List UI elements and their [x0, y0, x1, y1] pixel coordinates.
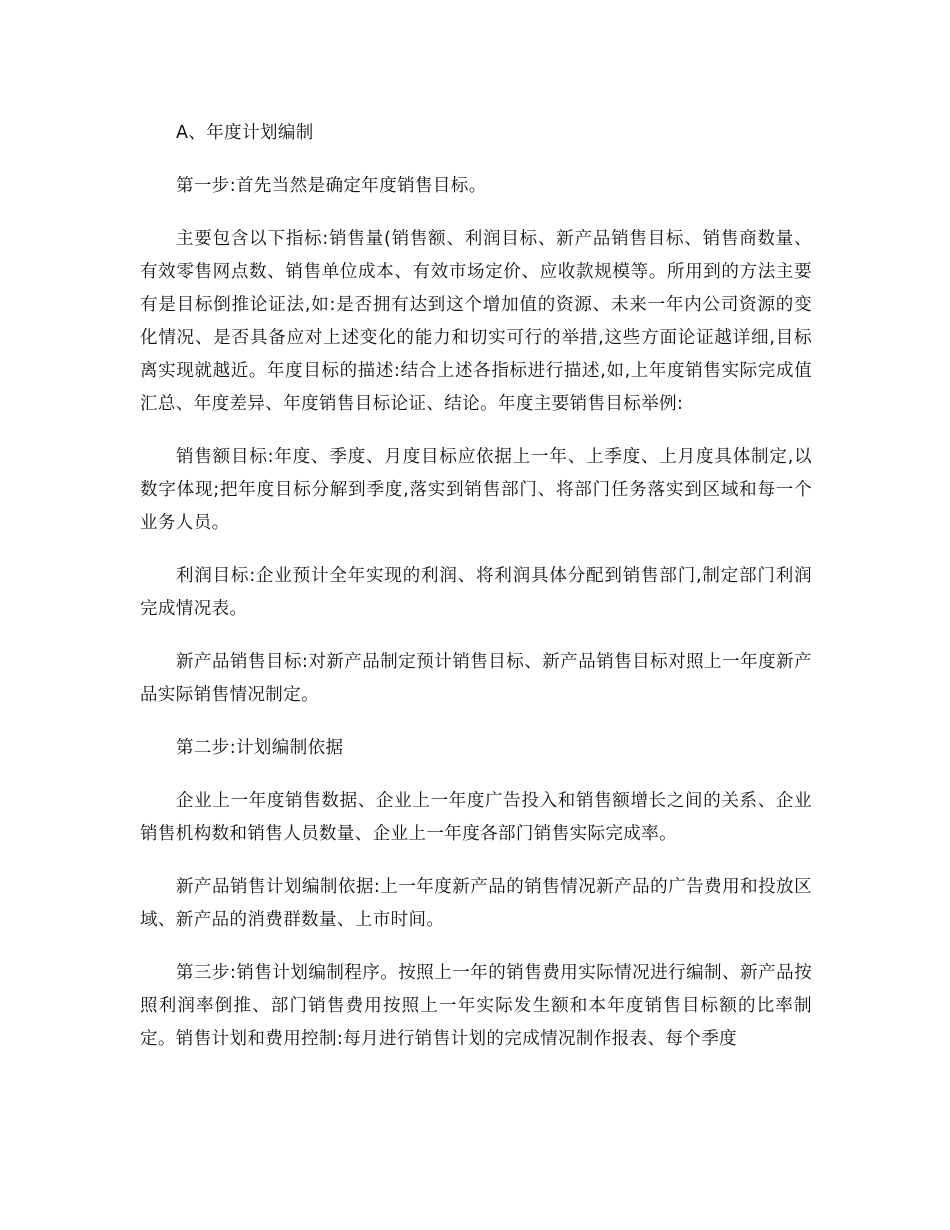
planning-basis-paragraph: 企业上一年度销售数据、企业上一年度广告投入和销售额增长之间的关系、企业销售机构数和销售人员数量、企业上一年度各部门销售实际完成率。	[140, 791, 812, 844]
indicators-paragraph: 主要包含以下指标:销售量(销售额、利润目标、新产品销售目标、销售商数量、有效零售网点数、销售单位成本、有效市场定价、应收款规模等。所用到的方法主要有是目标倒推论证法,如:是否拥有达到这个增加值的资源、未来一年内公司资源的变化情况、是否具备应对上述变化的能力和切实可行的举措,这些方面论证越详细,目标离实现就越近。年度目标的描述:结合上述各指标进行描述,如,上年度销售实际完成值汇总、年度差异、年度销售目标论证、结论。年度主要销售目标举例:	[140, 229, 812, 414]
profit-target-paragraph: 利润目标:企业预计全年实现的利润、将利润具体分配到销售部门,制定部门利润完成情况表。	[140, 566, 812, 619]
sales-target-paragraph: 销售额目标:年度、季度、月度目标应依据上一年、上季度、上月度具体制定,以数字体现;把年度目标分解到季度,落实到销售部门、将部门任务落实到区域和每一个业务人员。	[140, 447, 812, 533]
step-three-paragraph: 第三步:销售计划编制程序。按照上一年的销售费用实际情况进行编制、新产品按照利润率倒推、部门销售费用按照上一年实际发生额和本年度销售目标额的比率制定。销售计划和费用控制:每月进行销售计划的完成情况制作报表、每个季度	[140, 963, 812, 1049]
step-one-heading: 第一步:首先当然是确定年度销售目标。	[176, 176, 487, 196]
new-product-target-paragraph: 新产品销售目标:对新产品制定预计销售目标、新产品销售目标对照上一年度新产品实际销售情况制定。	[140, 652, 812, 705]
document-body	[140, 117, 812, 1076]
section-heading: A、年度计划编制	[176, 123, 314, 143]
new-product-basis-paragraph: 新产品销售计划编制依据:上一年度新产品的销售情况新产品的广告费用和投放区域、新产品的消费群数量、上市时间。	[140, 877, 812, 930]
step-two-heading: 第二步:计划编制依据	[176, 738, 344, 758]
